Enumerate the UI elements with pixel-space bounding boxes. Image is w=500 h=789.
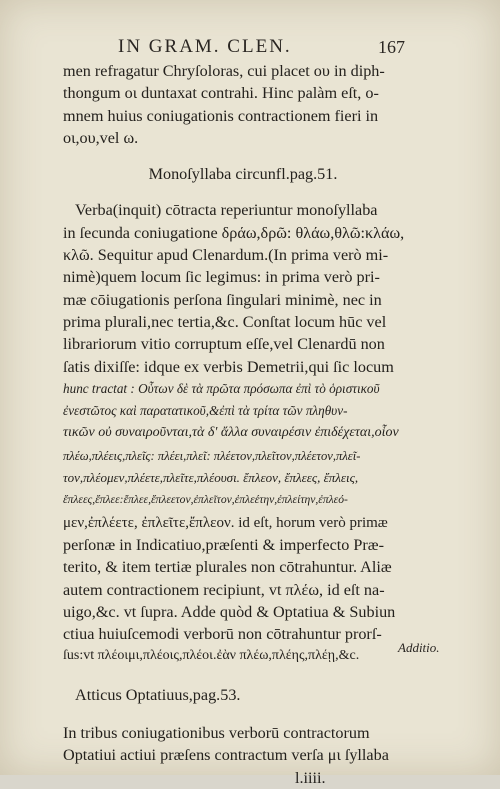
page-number: 167 [378, 37, 405, 57]
page-header [0, 36, 500, 60]
text-line: perſonæ in Indicatiuo,præſenti & imperfecto Præ- [63, 535, 384, 554]
text-line: librariorum vitio corruptum eſſe,vel Clenardū non [63, 335, 385, 354]
text-line: men refragatur Chryſoloras, cui placet ου in diph- [63, 62, 385, 80]
running-head: IN GRAM. CLEN. [118, 36, 292, 57]
text-line: ſus:vt πλέοιμι,πλέοις,πλέοι.ἐὰν πλέω,πλέης,πλέῃ,&c. [63, 648, 360, 664]
text-line: prima plurali,nec tertia,&c. Conſtat locum hūc vel [63, 312, 387, 331]
text-line: οι,ου,vel ω. [63, 128, 139, 147]
text-line: Optatiui actiui præſens contractum verſa μι ſyllaba [63, 746, 389, 765]
text-line: In tribus coniugationibus verborū contractorum [63, 724, 370, 743]
text-line: κλῶ. Sequitur apud Clenardum.(In prima verò mi- [63, 246, 389, 265]
text-line: Verba(inquit) cōtracta reperiuntur monoſyllaba [75, 201, 378, 220]
text-line: autem contractionem recipiunt, vt πλέω, id eſt na- [63, 580, 385, 599]
greek-text-line: ἔπλεες,ἔπλεε:ἔπλεε,ἔπλεετον,ἐπλεῖτον,ἐπλεέτην,ἐπλείτην,ἐπλεό- [63, 493, 348, 507]
section-heading: Atticus Optatiuus,pag.53. [75, 685, 241, 704]
text-line: nimè)quem locum ſic legimus: in prima verò pri- [63, 268, 380, 287]
text-line: uigo,&c. vt ſupra. Adde quòd & Optatiua & Subiun [63, 602, 396, 621]
text-line: μεν,ἐπλέετε, ἐπλεῖτε,ἔπλεον. id eſt, horum verò primæ [63, 514, 388, 531]
greek-text-line: τικῶν οὐ συναιροῦνται,τὰ δ' ἄλλα συναιρέσιν ἐπιδέχεται,οἷον [63, 425, 399, 441]
text-line: ſatis dixiſſe: idque ex verbis Demetrii,qui ſic locum [63, 357, 394, 376]
page-body [63, 60, 403, 789]
section-heading: Monoſyllaba circunfl.pag.51. [148, 165, 338, 184]
text-line: mæ cōiugationis perſona ſingulari minimè, nec in [63, 290, 382, 309]
text-line: in ſecunda coniugatione δράω,δρῶ: θλάω,θλῶ:κλάω, [63, 223, 405, 242]
margin-note: Additio. [398, 640, 440, 655]
text-line: thongum οι duntaxat contrahi. Hinc palàm eſt, o- [63, 84, 379, 103]
text-line: terito, & item tertiæ plurales non cōtrahuntur. Aliæ [63, 558, 392, 577]
greek-text-line: hunc tractat : Οὗτων δὲ τὰ πρῶτα πρόσωπα ἐπὶ τὸ ὁριστικοῦ ἐνεστῶτος καὶ παρατατικοῦ,&ἐπὶ τὰ τρίτα τῶν πληθυν- [63, 380, 380, 419]
signature-mark: l.iiii. [295, 768, 326, 787]
text-line: mnem huius coniugationis contractionem fieri in [63, 106, 379, 125]
greek-text-line: τον,πλέομεν,πλέετε,πλεῖτε,πλέουσι. ἔπλεον, ἔπλεες, ἔπλεις, [63, 470, 359, 486]
greek-text-line: πλέω,πλέεις,πλεῖς: πλέει,πλεῖ: πλέετον,πλεῖτον,πλέετον,πλεῖ- [63, 448, 361, 463]
text-line: ctiua huiuſcemodi verborū non cōtrahuntur prorſ- [63, 625, 382, 644]
